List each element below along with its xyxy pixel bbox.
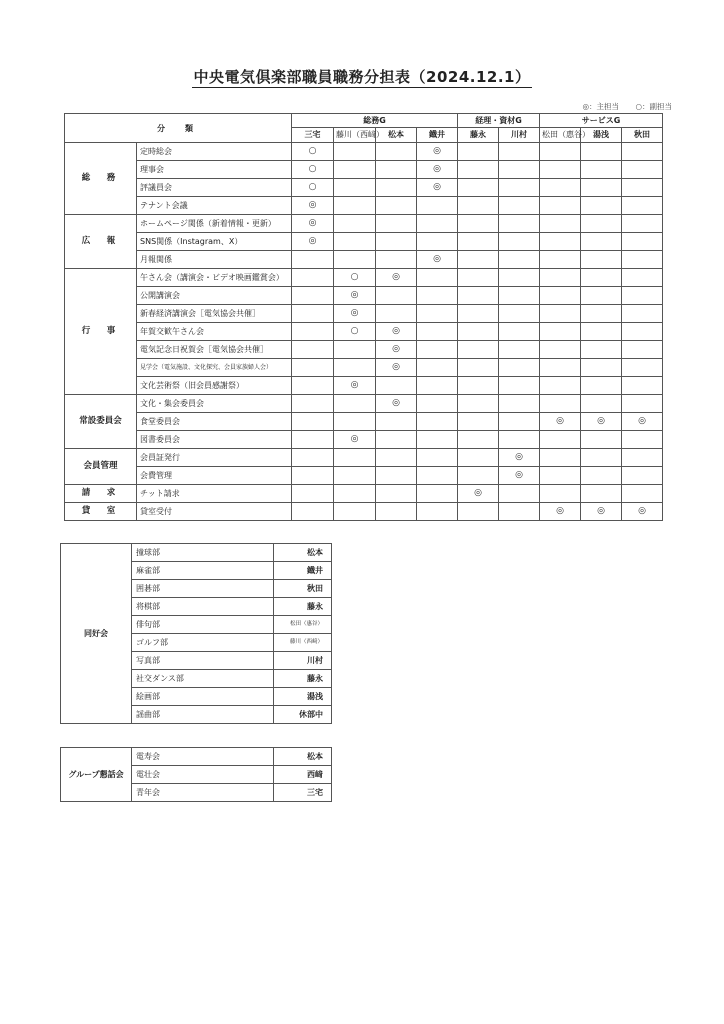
assignment-mark [292,377,334,395]
assignment-mark [292,467,334,485]
assignment-mark [417,233,458,251]
assignment-mark [499,377,540,395]
duty-row [65,359,663,377]
duty-item: 文化芸術祭（旧会員感謝祭） [137,377,292,395]
assignment-mark: ○ [292,143,334,161]
person-header: 三宅 [292,128,334,143]
club-person: 松本 [274,544,332,562]
duty-item: 見学会（電気施設、文化探究、会員家族婦人会） [137,359,292,377]
assignment-mark [622,467,663,485]
club-name: 将棋部 [132,598,274,616]
assignment-mark [581,305,622,323]
duty-item: チット請求 [137,485,292,503]
duty-row [65,287,663,305]
assignment-mark [499,305,540,323]
assignment-mark [334,485,376,503]
assignment-mark [499,197,540,215]
duty-row [65,161,663,179]
club-name: 絵画部 [132,688,274,706]
assignment-mark [458,431,499,449]
duty-item: 会員証発行 [137,449,292,467]
assignment-mark [417,269,458,287]
club-name: ゴルフ部 [132,634,274,652]
assignment-mark [581,431,622,449]
assignment-mark [499,503,540,521]
assignment-mark [417,377,458,395]
assignment-mark [622,377,663,395]
club-person: 藤永 [274,598,332,616]
duty-row [65,341,663,359]
assignment-mark: ◎ [622,503,663,521]
category-header: 分 類 [65,114,292,143]
club-name: 電壮会 [132,766,274,784]
assignment-mark [622,287,663,305]
assignment-mark: ◎ [292,215,334,233]
assignment-mark [581,233,622,251]
assignment-mark [622,269,663,287]
assignment-mark [334,467,376,485]
assignment-mark [292,431,334,449]
assignment-mark [292,305,334,323]
duty-item: 食堂委員会 [137,413,292,431]
duty-item: 会費管理 [137,467,292,485]
section-label: 請 求 [65,485,137,503]
assignment-mark [540,287,581,305]
assignment-mark [540,341,581,359]
assignment-mark [540,215,581,233]
duty-item: 図書委員会 [137,431,292,449]
assignment-mark [376,449,417,467]
assignment-mark [334,359,376,377]
assignment-mark [376,161,417,179]
assignment-mark [376,197,417,215]
assignment-mark [417,485,458,503]
assignment-mark [292,449,334,467]
assignment-mark: ◎ [581,413,622,431]
club-table [60,543,332,724]
club-name: 青年会 [132,784,274,802]
assignment-mark [540,377,581,395]
assignment-mark: ○ [292,161,334,179]
duty-item: 定時総会 [137,143,292,161]
assignment-mark [622,449,663,467]
person-header: 川村 [499,128,540,143]
assignment-mark [417,323,458,341]
assignment-mark [622,323,663,341]
duty-row [65,179,663,197]
duty-table [64,113,663,521]
assignment-mark: ◎ [292,233,334,251]
assignment-mark: ◎ [417,179,458,197]
assignment-mark [499,323,540,341]
assignment-mark [581,161,622,179]
assignment-mark [334,197,376,215]
assignment-mark [499,215,540,233]
assignment-mark [376,251,417,269]
duty-item: 貸室受付 [137,503,292,521]
assignment-mark [458,377,499,395]
club-category: グループ懇話会 [61,748,132,802]
club-person: 松田（惠谷） [274,616,332,634]
assignment-mark [499,269,540,287]
assignment-mark [499,395,540,413]
assignment-mark: ◎ [417,251,458,269]
assignment-mark [581,449,622,467]
assignment-mark [334,161,376,179]
assignment-mark [458,359,499,377]
person-header: 藤川（西﨑） [334,128,376,143]
duty-item: 文化・集会委員会 [137,395,292,413]
assignment-mark [458,341,499,359]
assignment-mark [581,179,622,197]
club-name: 社交ダンス部 [132,670,274,688]
assignment-mark [458,287,499,305]
assignment-mark [622,359,663,377]
assignment-mark [334,233,376,251]
club-person: 松本 [274,748,332,766]
duty-item: ホームページ関係（新着情報・更新） [137,215,292,233]
assignment-mark [376,503,417,521]
assignment-mark [581,395,622,413]
assignment-mark [581,215,622,233]
assignment-mark: ◎ [540,503,581,521]
assignment-mark [540,467,581,485]
assignment-mark [622,305,663,323]
assignment-mark [622,485,663,503]
duty-item: 電気記念日祝賀会［電気協会共催］ [137,341,292,359]
club-person: 西﨑 [274,766,332,784]
assignment-mark [292,251,334,269]
assignment-mark: ◎ [499,467,540,485]
assignment-mark: ◎ [622,413,663,431]
duty-row [65,431,663,449]
assignment-mark [581,359,622,377]
club-name: 囲碁部 [132,580,274,598]
assignment-mark: ◎ [458,485,499,503]
assignment-mark [458,251,499,269]
assignment-mark [622,233,663,251]
mark-legend [569,101,672,112]
duty-row [65,323,663,341]
duty-row [65,197,663,215]
club-name: 写真部 [132,652,274,670]
assignment-mark [499,233,540,251]
person-header: 藤永 [458,128,499,143]
assignment-mark: ○ [334,323,376,341]
club-row [61,544,332,562]
assignment-mark [458,413,499,431]
assignment-mark [499,485,540,503]
assignment-mark [417,215,458,233]
duty-item: 理事会 [137,161,292,179]
assignment-mark [376,377,417,395]
group-header: 総務G [292,114,458,128]
duty-row [65,467,663,485]
section-label: 行 事 [65,269,137,395]
duty-row [65,503,663,521]
assignment-mark [376,233,417,251]
assignment-mark [376,413,417,431]
assignment-mark [417,431,458,449]
assignment-mark [622,431,663,449]
club-person: 藤永 [274,670,332,688]
club-person: 三宅 [274,784,332,802]
section-label: 貸 室 [65,503,137,521]
assignment-mark [292,341,334,359]
club-category: 同好会 [61,544,132,724]
assignment-mark: ◎ [334,287,376,305]
assignment-mark [458,143,499,161]
assignment-mark [376,305,417,323]
assignment-mark [581,251,622,269]
assignment-mark [334,215,376,233]
duty-row [65,215,663,233]
assignment-mark [334,449,376,467]
assignment-mark [334,503,376,521]
assignment-mark [292,395,334,413]
group-header: サービスG [540,114,663,128]
person-header: 秋田 [622,128,663,143]
assignment-mark: ◎ [376,269,417,287]
assignment-mark [292,359,334,377]
assignment-mark [334,341,376,359]
assignment-mark [334,395,376,413]
assignment-mark [417,449,458,467]
assignment-mark [417,287,458,305]
assignment-mark [376,143,417,161]
assignment-mark [581,323,622,341]
club-person: 鐡井 [274,562,332,580]
assignment-mark: ◎ [376,341,417,359]
duty-row [65,413,663,431]
club-person: 藤川（西﨑） [274,634,332,652]
assignment-mark [540,179,581,197]
assignment-mark [458,179,499,197]
assignment-mark [292,485,334,503]
duty-item: SNS関係（Instagram、X） [137,233,292,251]
assignment-mark: ◎ [292,197,334,215]
assignment-mark [581,197,622,215]
assignment-mark [458,197,499,215]
assignment-mark [622,395,663,413]
assignment-mark [499,413,540,431]
assignment-mark [292,269,334,287]
assignment-mark: ◎ [376,359,417,377]
assignment-mark [458,503,499,521]
assignment-mark: ◎ [334,305,376,323]
assignment-mark [540,233,581,251]
assignment-mark [581,485,622,503]
duty-row [65,233,663,251]
assignment-mark [622,341,663,359]
assignment-mark [458,449,499,467]
assignment-mark [292,323,334,341]
assignment-mark [334,413,376,431]
legend-main: ◎：主担当 [582,102,620,111]
assignment-mark: ◎ [417,161,458,179]
section-label: 会員管理 [65,449,137,485]
assignment-mark [622,251,663,269]
assignment-mark [292,413,334,431]
assignment-mark [458,215,499,233]
assignment-mark [622,179,663,197]
duty-row [65,377,663,395]
assignment-mark [417,305,458,323]
assignment-mark [499,359,540,377]
page-title: 中央電気倶楽部職員職務分担表（2024.12.1） [193,68,531,86]
assignment-mark [458,233,499,251]
assignment-mark [581,269,622,287]
assignment-mark [540,431,581,449]
assignment-mark [417,503,458,521]
assignment-mark [499,431,540,449]
legend-sub: ○：副担当 [635,102,672,111]
club-person: 秋田 [274,580,332,598]
assignment-mark: ◎ [499,449,540,467]
assignment-mark [458,467,499,485]
assignment-mark [581,143,622,161]
club-name: 電寿会 [132,748,274,766]
assignment-mark [540,269,581,287]
assignment-mark [622,215,663,233]
assignment-mark [376,287,417,305]
assignment-mark [499,341,540,359]
club-name: 俳句部 [132,616,274,634]
assignment-mark [417,395,458,413]
duty-row [65,395,663,413]
assignment-mark [581,377,622,395]
assignment-mark [334,143,376,161]
assignment-mark [458,161,499,179]
club-person: 川村 [274,652,332,670]
person-header: 鐡井 [417,128,458,143]
club-row [61,748,332,766]
assignment-mark [540,323,581,341]
assignment-mark [540,305,581,323]
assignment-mark [334,179,376,197]
person-header: 松本 [376,128,417,143]
assignment-mark [499,251,540,269]
duty-row [65,269,663,287]
duty-item: 評議員会 [137,179,292,197]
assignment-mark [499,179,540,197]
assignment-mark [376,179,417,197]
assignment-mark [581,467,622,485]
section-label: 総 務 [65,143,137,215]
assignment-mark [417,359,458,377]
assignment-mark [499,287,540,305]
section-label: 広 報 [65,215,137,269]
assignment-mark [292,287,334,305]
assignment-mark [499,143,540,161]
assignment-mark [540,485,581,503]
assignment-mark [376,467,417,485]
assignment-mark [334,251,376,269]
assignment-mark [458,323,499,341]
assignment-mark [376,485,417,503]
duty-row [65,305,663,323]
duty-item: 新春経済講演会［電気協会共催］ [137,305,292,323]
assignment-mark: ◎ [334,431,376,449]
duty-row [65,449,663,467]
duty-item: 公開講演会 [137,287,292,305]
assignment-mark: ◎ [376,323,417,341]
assignment-mark: ◎ [417,143,458,161]
assignment-mark [622,197,663,215]
assignment-mark [376,431,417,449]
duty-item: 午さん会（講演会・ビデオ映画鑑賞会） [137,269,292,287]
assignment-mark [417,467,458,485]
assignment-mark [292,503,334,521]
assignment-mark [540,395,581,413]
duty-row [65,143,663,161]
assignment-mark: ○ [292,179,334,197]
assignment-mark: ◎ [334,377,376,395]
assignment-mark [376,215,417,233]
assignment-mark [458,395,499,413]
club-person: 休部中 [274,706,332,724]
assignment-mark [540,161,581,179]
club-name: 麻雀部 [132,562,274,580]
assignment-mark [622,161,663,179]
assignment-mark [417,413,458,431]
duty-row [65,485,663,503]
assignment-mark [540,251,581,269]
assignment-mark [417,341,458,359]
assignment-mark [417,197,458,215]
duty-item: 年賀交歓午さん会 [137,323,292,341]
assignment-mark [458,305,499,323]
duty-item: 月報関係 [137,251,292,269]
duty-row [65,251,663,269]
assignment-mark [499,161,540,179]
person-header: 松田（惠谷） [540,128,581,143]
assignment-mark: ◎ [581,503,622,521]
section-label: 常設委員会 [65,395,137,449]
club-name: 撞球部 [132,544,274,562]
assignment-mark [540,143,581,161]
club-name: 謡曲部 [132,706,274,724]
assignment-mark [622,143,663,161]
assignment-mark [581,287,622,305]
group-header: 経理・資材G [458,114,540,128]
assignment-mark: ○ [334,269,376,287]
group-club-table [60,747,332,802]
assignment-mark [458,269,499,287]
assignment-mark [540,449,581,467]
assignment-mark [540,197,581,215]
duty-item: テナント会議 [137,197,292,215]
club-person: 湯浅 [274,688,332,706]
person-header: 湯浅 [581,128,622,143]
assignment-mark [581,341,622,359]
assignment-mark: ◎ [376,395,417,413]
group-header-row [65,114,663,128]
assignment-mark: ◎ [540,413,581,431]
assignment-mark [540,359,581,377]
